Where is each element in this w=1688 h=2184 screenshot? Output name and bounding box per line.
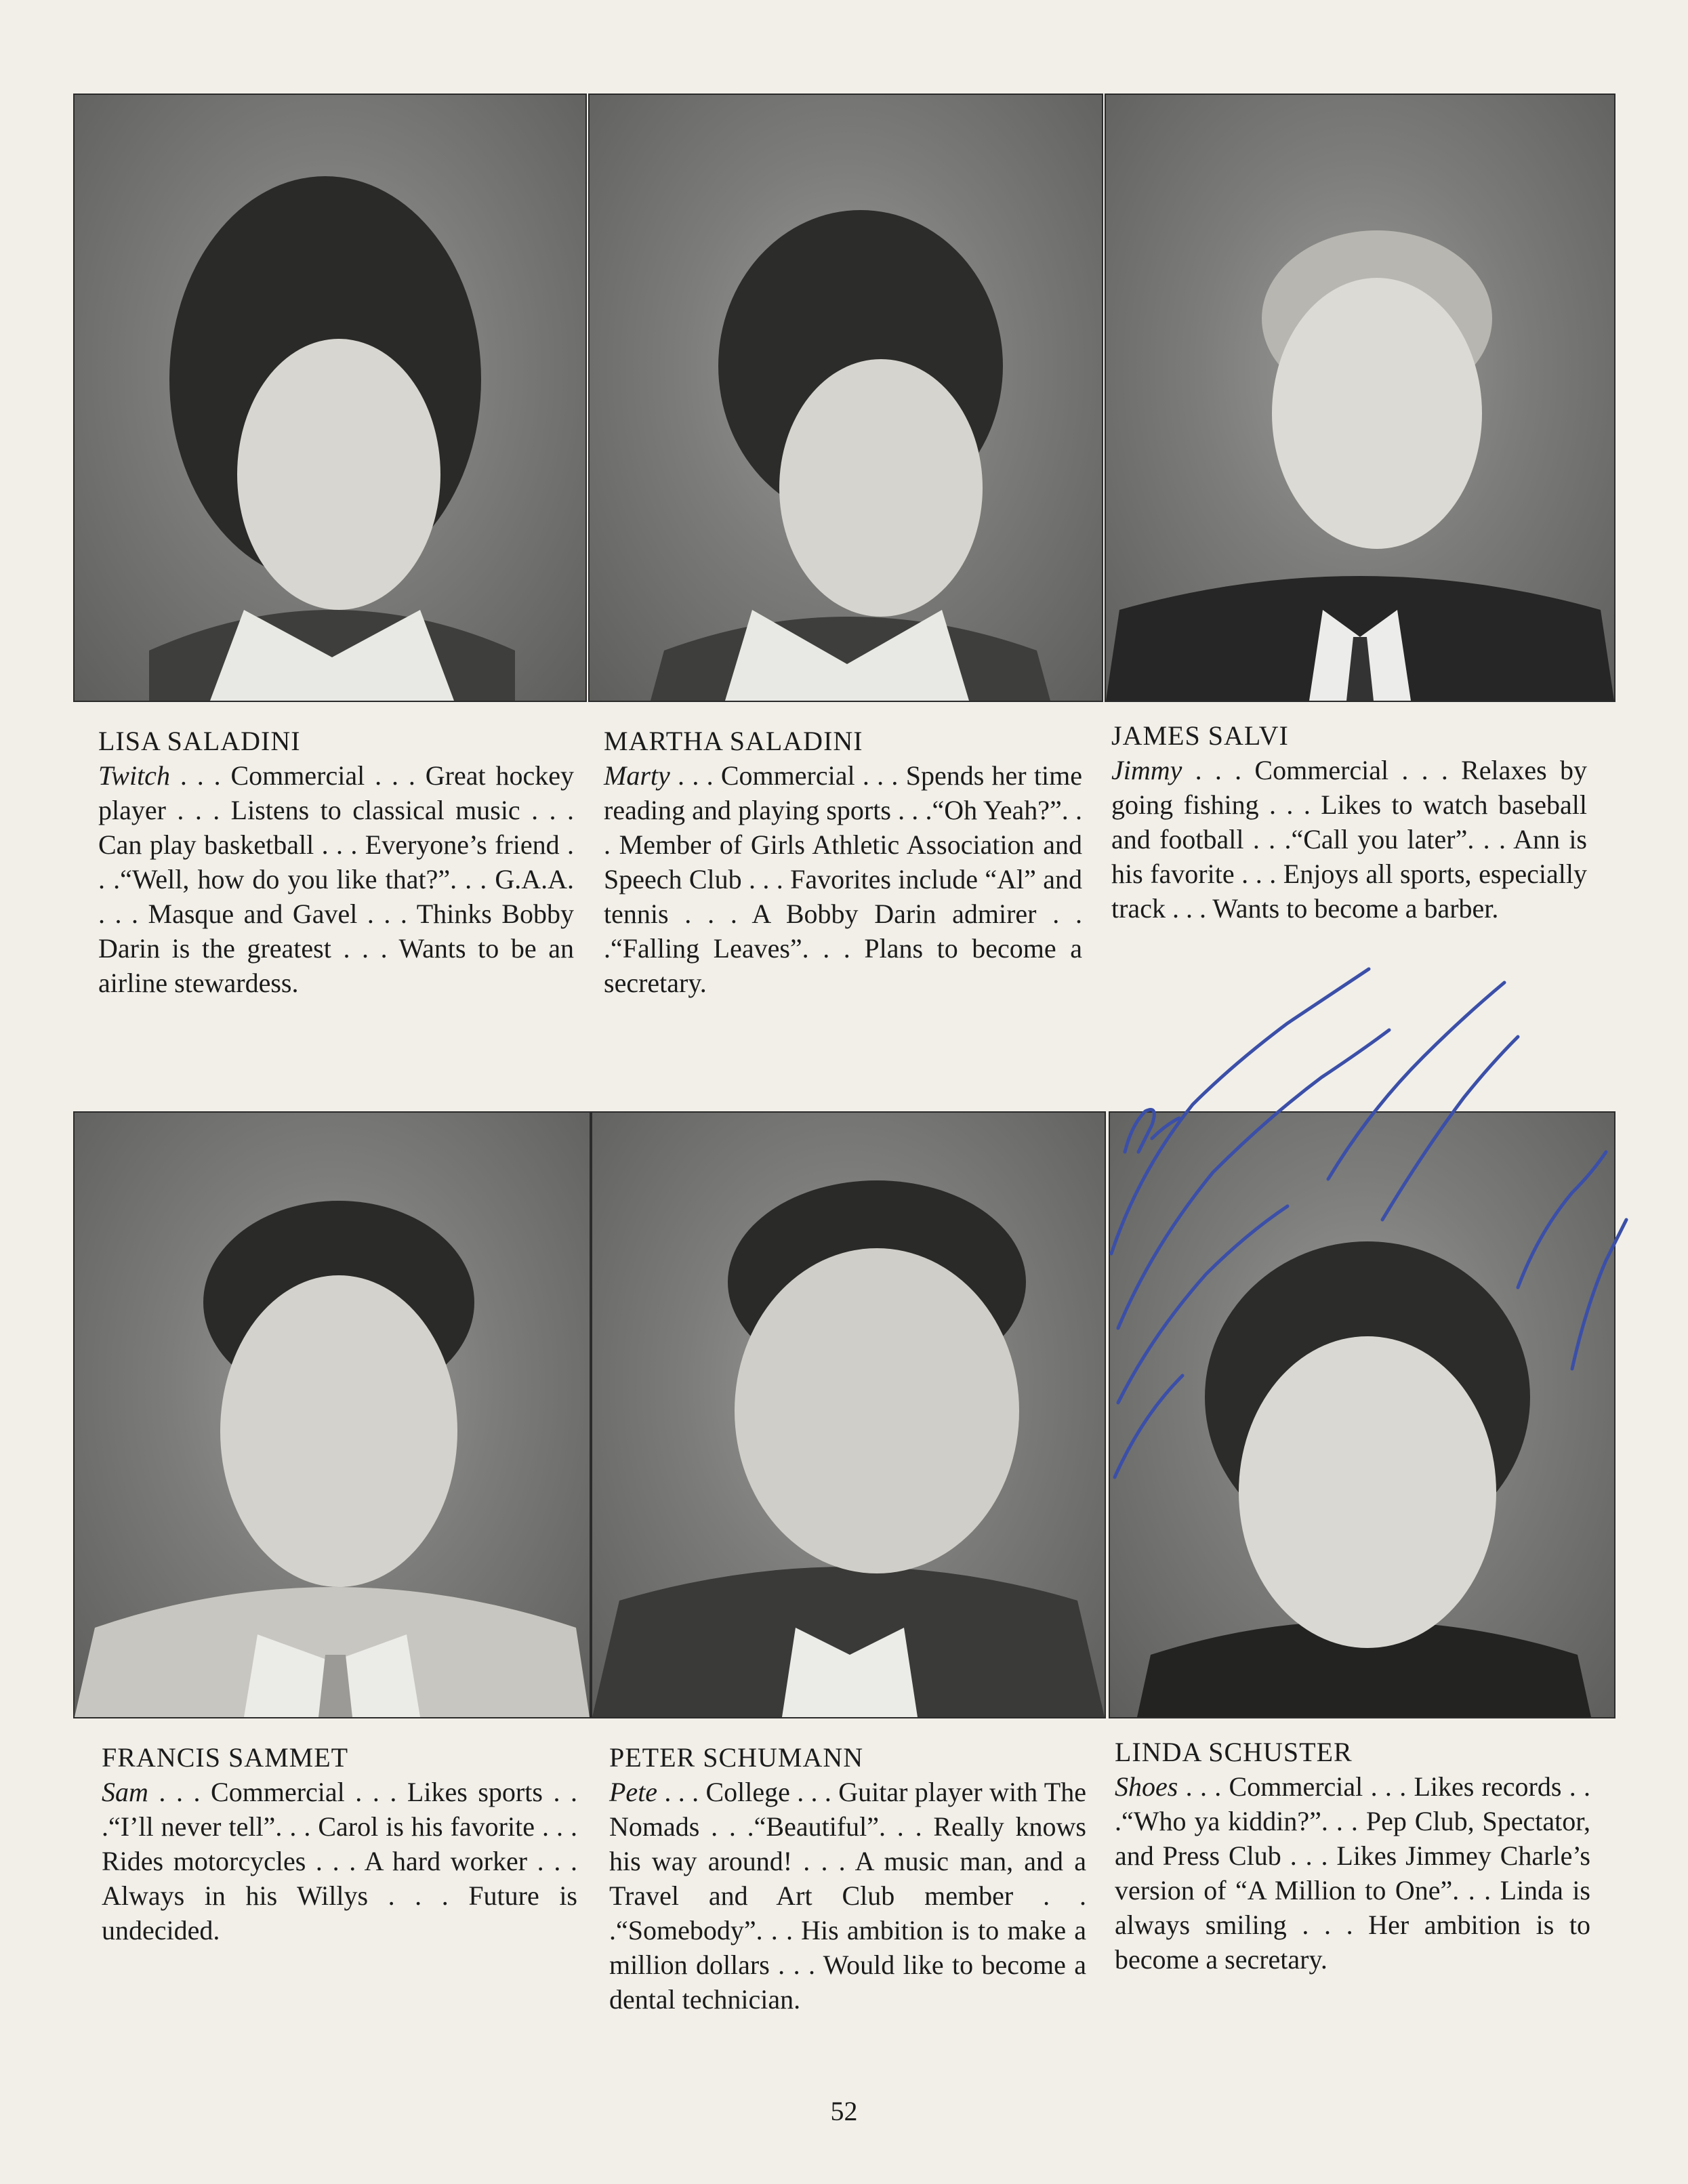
student-name: LINDA SCHUSTER <box>1115 1737 1353 1767</box>
student-caption <box>609 1740 1086 2017</box>
portrait-photo-james-salvi <box>1105 94 1615 702</box>
student-caption <box>102 1740 577 1948</box>
student-name: PETER SCHUMANN <box>609 1742 864 1773</box>
student-nickname: Twitch <box>98 760 170 791</box>
page-number: 52 <box>830 2096 858 2126</box>
student-nickname: Sam <box>102 1777 148 1807</box>
student-description: . . . Commercial . . . Likes sports . . .“I’ll never tell”. . . Carol is his favorite . . . Rides motorcycles . . . A hard worker . . . Always in his Willys . . . Future is undecided. <box>102 1777 577 1945</box>
student-caption <box>604 724 1082 1000</box>
student-caption <box>98 724 574 1000</box>
student-description: . . . Commercial . . . Great hockey player . . . Listens to classical music . . . Can play basketball . . . Everyone’s friend . . .“Well, how do you like that?”. . . G.A.A. . . . Masque and Gavel . . . Thinks Bobby Darin is the greatest . . . Wants to be an airline stewardess. <box>98 760 574 998</box>
portrait-photo-lisa-saladini <box>73 94 587 702</box>
student-nickname: Pete <box>609 1777 658 1807</box>
student-name: FRANCIS SAMMET <box>102 1742 349 1773</box>
student-caption <box>1115 1735 1590 1977</box>
student-description: . . . Commercial . . . Spends her time reading and playing sports . . .“Oh Yeah?”. . . Member of Girls Athletic Association and Speech Club . . . Favorites include “Al” and tennis . . . A Bobby Darin admirer . . .“Falling Leaves”. . . Plans to become a secretary. <box>604 760 1082 998</box>
handwritten-inscription <box>1098 935 1653 1531</box>
student-name: JAMES SALVI <box>1111 720 1289 751</box>
student-nickname: Marty <box>604 760 670 791</box>
student-nickname: Jimmy <box>1111 755 1182 785</box>
student-caption <box>1111 718 1587 926</box>
student-name: LISA SALADINI <box>98 726 301 756</box>
portrait-photo-martha-saladini <box>588 94 1103 702</box>
student-description: . . . College . . . Guitar player with The Nomads . . .“Beautiful”. . . Really knows his way around! . . . A music man, and a Travel and Art Club member . . .“Somebody”. . . His ambition is to make a million dollars . . . Would like to become a dental technician. <box>609 1777 1086 2015</box>
student-description: . . . Commercial . . . Likes records . . .“Who ya kiddin?”. . . Pep Club, Spectator, and Press Club . . . Likes Jimmey Charle’s version of “A Million to One”. . . Linda is always smiling . . . Her ambition is to become a secretary. <box>1115 1771 1590 1975</box>
portrait-photo-francis-sammet <box>73 1111 591 1718</box>
student-description: . . . Commercial . . . Relaxes by going fishing . . . Likes to watch baseball and football . . .“Call you later”. . . Ann is his favorite . . . Enjoys all sports, especially track . . . Wants to become a barber. <box>1111 755 1587 924</box>
portrait-photo-peter-schumann <box>591 1111 1106 1718</box>
student-name: MARTHA SALADINI <box>604 726 863 756</box>
student-nickname: Shoes <box>1115 1771 1178 1802</box>
